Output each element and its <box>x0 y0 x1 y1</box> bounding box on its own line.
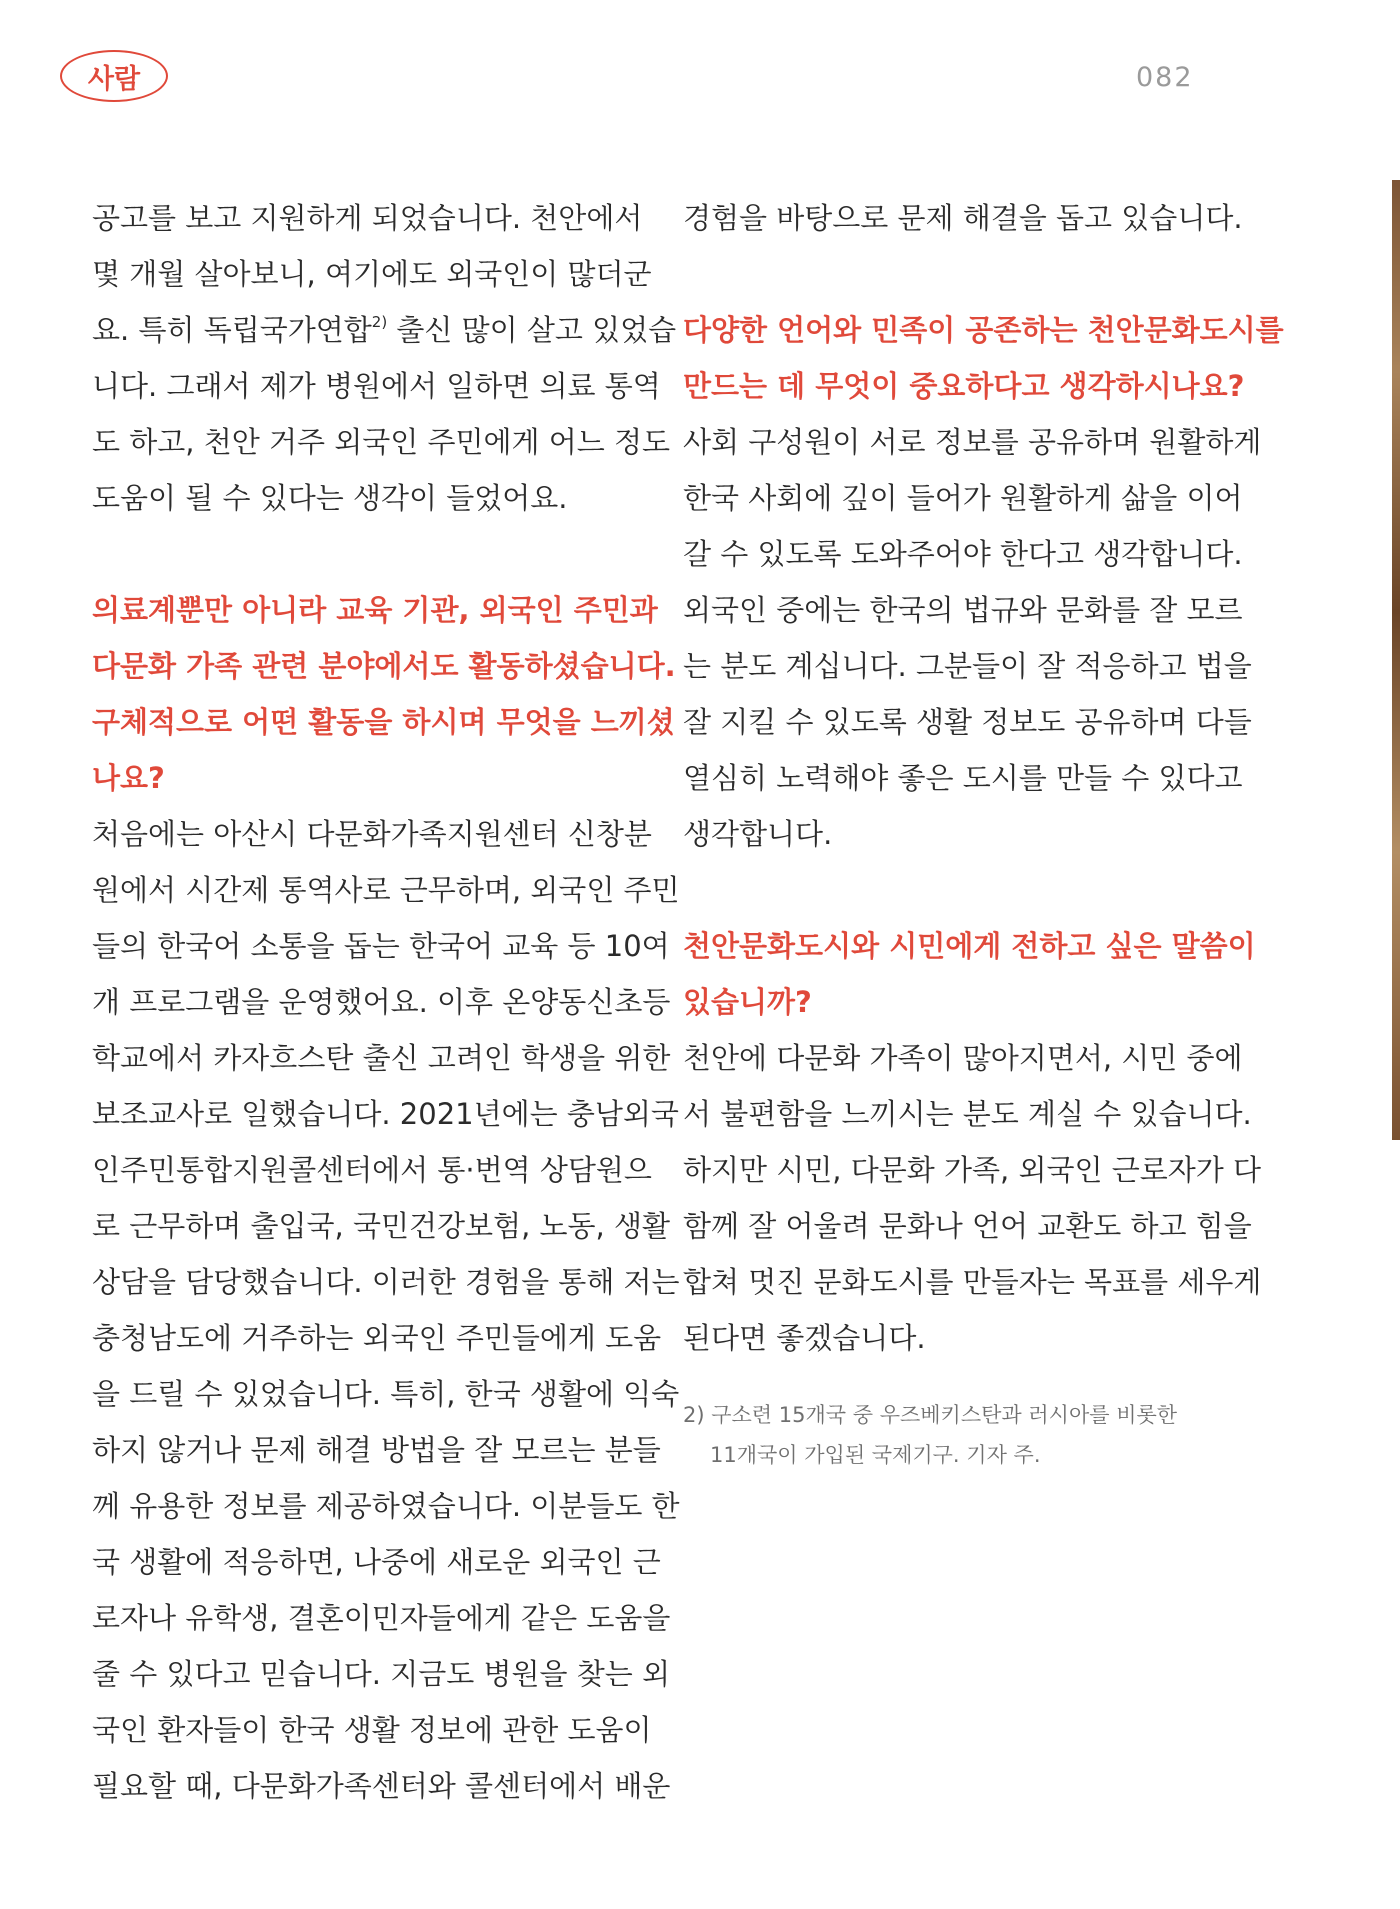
text-line: 학교에서 카자흐스탄 출신 고려인 학생을 위한 <box>92 1041 671 1075</box>
adjacent-photo-edge <box>1392 180 1400 1140</box>
text-line: 외국인 중에는 한국의 법규와 문화를 잘 모르 <box>683 593 1243 627</box>
text-line: 사회 구성원이 서로 정보를 공유하며 원활하게 <box>683 425 1262 459</box>
question-line: 다양한 언어와 민족이 공존하는 천안문화도시를 <box>683 313 1284 347</box>
paragraph-gap <box>92 526 620 582</box>
question-line: 나요? <box>92 761 165 795</box>
text-line: 한국 사회에 깊이 들어가 원활하게 삶을 이어 <box>683 481 1243 515</box>
text-line: 상담을 담당했습니다. 이러한 경험을 통해 저는 <box>92 1265 680 1299</box>
left-column <box>92 190 680 1814</box>
text-line: 경험을 바탕으로 문제 해결을 돕고 있습니다. <box>683 201 1243 235</box>
text-line: 을 드릴 수 있었습니다. 특히, 한국 생활에 익숙 <box>92 1377 680 1411</box>
section-tag-label: 사람 <box>87 63 141 95</box>
text-line: 줄 수 있다고 믿습니다. 지금도 병원을 찾는 외 <box>92 1657 670 1691</box>
footnote-line: 2) 구소련 15개국 중 우즈베키스탄과 러시아를 비롯한 <box>683 1403 1178 1427</box>
text-line: 열심히 노력해야 좋은 도시를 만들 수 있다고 <box>683 761 1243 795</box>
text-line: 공고를 보고 지원하게 되었습니다. 천안에서 <box>92 201 643 235</box>
text-line: 몇 개월 살아보니, 여기에도 외국인이 많더군 <box>92 257 652 291</box>
text-line: 합쳐 멋진 문화도시를 만들자는 목표를 세우게 <box>683 1265 1262 1299</box>
question-line: 구체적으로 어떤 활동을 하시며 무엇을 느끼셨 <box>92 705 675 739</box>
text-line-with-footnote <box>92 302 677 358</box>
text-line: 로자나 유학생, 결혼이민자들에게 같은 도움을 <box>92 1601 671 1635</box>
paragraph-gap <box>683 246 1211 302</box>
question-line: 의료계뿐만 아니라 교육 기관, 외국인 주민과 <box>92 593 658 627</box>
section-tag <box>60 50 168 102</box>
text-line: 천안에 다문화 가족이 많아지면서, 시민 중에 <box>683 1041 1243 1075</box>
question-line: 천안문화도시와 시민에게 전하고 싶은 말씀이 <box>683 929 1256 963</box>
text-line: 도 하고, 천안 거주 외국인 주민에게 어느 정도 <box>92 425 670 459</box>
text-line: 하지만 시민, 다문화 가족, 외국인 근로자가 다 <box>683 1153 1261 1187</box>
text-line: 생각합니다. <box>683 817 833 851</box>
text-line: 갈 수 있도록 도와주어야 한다고 생각합니다. <box>683 537 1243 571</box>
text-line: 보조교사로 일했습니다. 2021년에는 충남외국 <box>92 1097 679 1131</box>
text-line: 잘 지킬 수 있도록 생활 정보도 공유하며 다들 <box>683 705 1252 739</box>
text-line: 개 프로그램을 운영했어요. 이후 온양동신초등 <box>92 985 671 1019</box>
paragraph-gap <box>683 862 1211 918</box>
footnote-marker: 2) <box>371 313 388 331</box>
page-number: 082 <box>1136 62 1194 93</box>
text-line: 국 생활에 적응하면, 나중에 새로운 외국인 근 <box>92 1545 661 1579</box>
text-line: 로 근무하며 출입국, 국민건강보험, 노동, 생활 <box>92 1209 670 1243</box>
text-line: 된다면 좋겠습니다. <box>683 1321 926 1355</box>
text-line: 서 불편함을 느끼시는 분도 계실 수 있습니다. <box>683 1097 1252 1131</box>
text-line: 충청남도에 거주하는 외국인 주민들에게 도움 <box>92 1321 662 1355</box>
text-line: 도움이 될 수 있다는 생각이 들었어요. <box>92 481 568 515</box>
text-fragment: 출신 많이 살고 있었습 <box>387 313 677 347</box>
text-line: 니다. 그래서 제가 병원에서 일하면 의료 통역 <box>92 369 661 403</box>
text-line: 하지 않거나 문제 해결 방법을 잘 모르는 분들 <box>92 1433 661 1467</box>
right-column <box>683 190 1284 1366</box>
text-line: 국인 환자들이 한국 생활 정보에 관한 도움이 <box>92 1713 652 1747</box>
question-line: 다문화 가족 관련 분야에서도 활동하셨습니다. <box>92 649 676 683</box>
text-line: 는 분도 계십니다. 그분들이 잘 적응하고 법을 <box>683 649 1252 683</box>
text-line: 처음에는 아산시 다문화가족지원센터 신창분 <box>92 817 652 851</box>
question-line: 있습니까? <box>683 985 812 1019</box>
text-line: 함께 잘 어울려 문화나 언어 교환도 하고 힘을 <box>683 1209 1252 1243</box>
question-line: 만드는 데 무엇이 중요하다고 생각하시나요? <box>683 369 1245 403</box>
footnote <box>683 1395 1243 1475</box>
text-line: 인주민통합지원콜센터에서 통·번역 상담원으 <box>92 1153 652 1187</box>
text-line: 께 유용한 정보를 제공하였습니다. 이분들도 한 <box>92 1489 680 1523</box>
text-line: 들의 한국어 소통을 돕는 한국어 교육 등 10여 <box>92 929 670 963</box>
text-line: 원에서 시간제 통역사로 근무하며, 외국인 주민 <box>92 873 680 907</box>
text-line: 필요할 때, 다문화가족센터와 콜센터에서 배운 <box>92 1769 671 1803</box>
text-fragment: 요. 특히 독립국가연합 <box>92 313 372 347</box>
footnote-line: 11개국이 가입된 국제기구. 기자 주. <box>710 1443 1041 1467</box>
